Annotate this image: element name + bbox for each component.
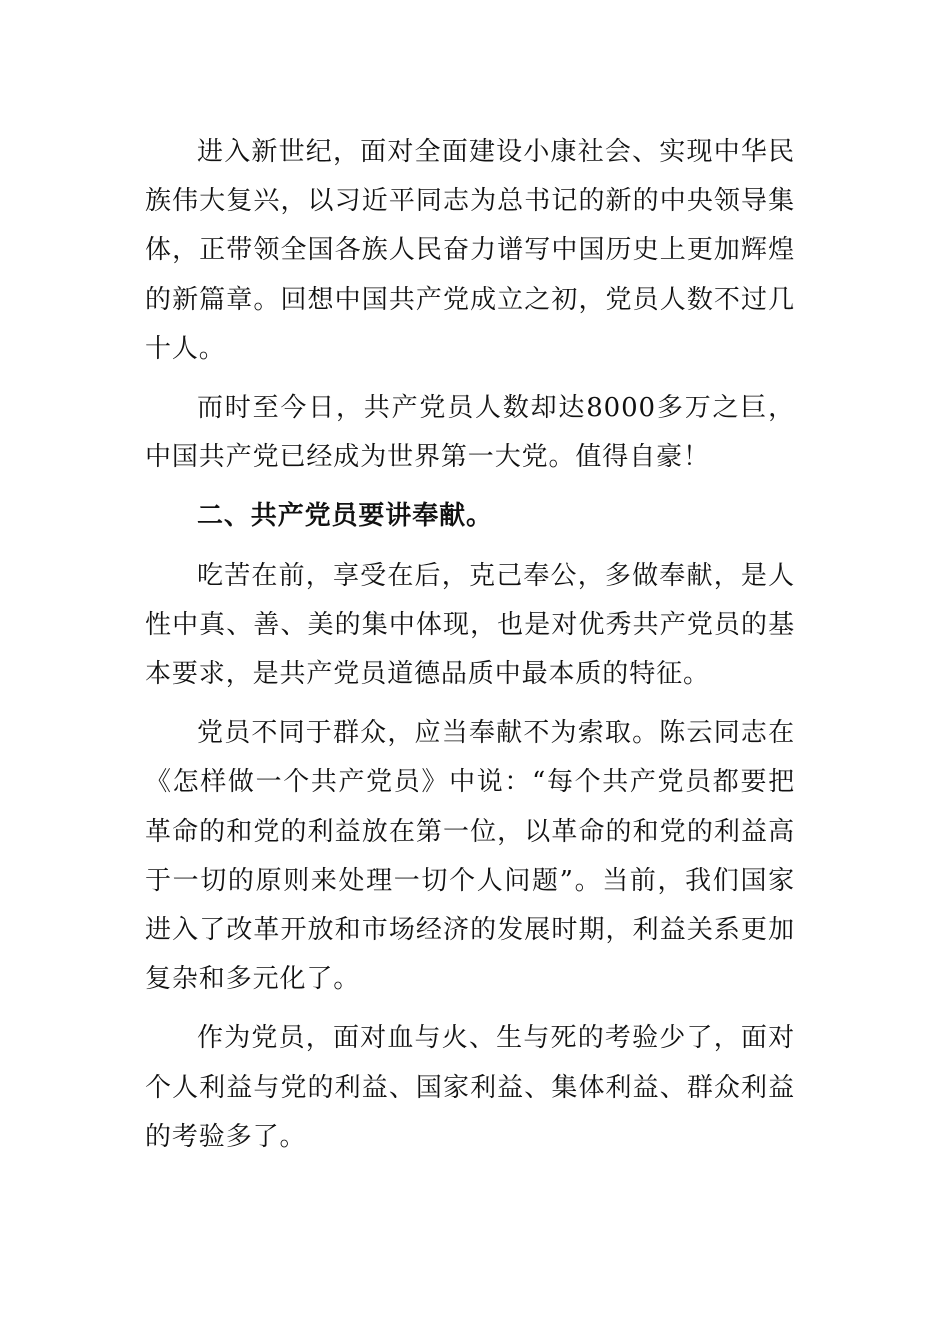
- document-body: [145, 128, 795, 1162]
- paragraph-interest-test: 作为党员，面对血与火、生与死的考验少了，面对个人利益与党的利益、国家利益、集体利益、群众利益的考验多了。: [145, 1023, 795, 1152]
- section-heading-dedication: 二、共产党员要讲奉献。: [197, 501, 493, 532]
- paragraph-chen-yun-quote: 党员不同于群众，应当奉献不为索取。陈云同志在《怎样做一个共产党员》中说：“每个共产党员都要把革命的和党的利益放在第一位，以革命的和党的利益高于一切的原则来处理一切个人问题”。当前，我们国家进入了改革开放和市场经济的发展时期，利益关系更加复杂和多元化了。: [145, 718, 795, 995]
- paragraph-new-century: 进入新世纪，面对全面建设小康社会、实现中华民族伟大复兴，以习近平同志为总书记的新的中央领导集体，正带领全国各族人民奋力谱写中国历史上更加辉煌的新篇章。回想中国共产党成立之初，党员人数不过几十人。: [145, 137, 795, 364]
- paragraph-party-membership: 而时至今日，共产党员人数却达8000多万之巨，中国共产党已经成为世界第一大党。值得自豪！: [145, 393, 795, 473]
- paragraph-dedication-requirement: 吃苦在前，享受在后，克己奉公，多做奉献，是人性中真、善、美的集中体现，也是对优秀共产党员的基本要求，是共产党员道德品质中最本质的特征。: [145, 560, 795, 690]
